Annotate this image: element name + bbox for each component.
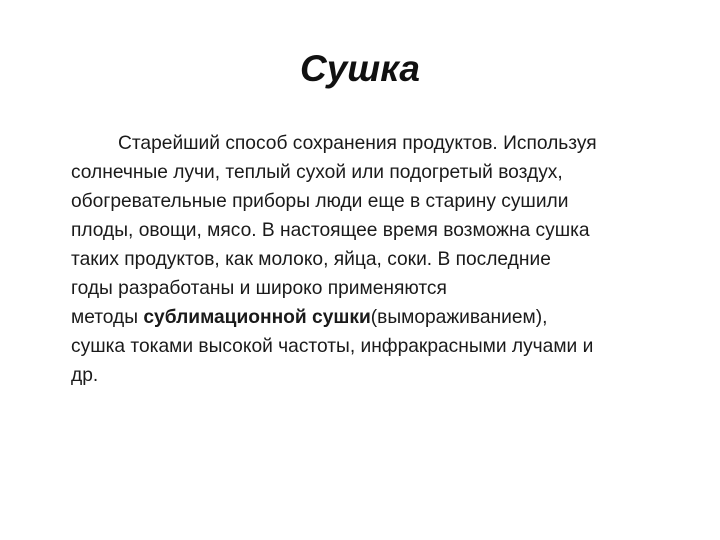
text-line-6: годы разработаны и широко применяются: [71, 278, 447, 299]
text-line-1: Старейший способ сохранения продуктов. Используя: [118, 133, 597, 154]
text-line-8: сушка токами высокой частоты, инфракрасными лучами и: [71, 336, 594, 357]
text-line-3: обогревательные приборы люди еще в старину сушили: [71, 191, 569, 212]
slide-title: Сушка: [300, 48, 420, 89]
text-line-7-start: методы: [71, 307, 144, 328]
text-line-4: плоды, овощи, мясо. В настоящее время возможна сушка: [71, 220, 590, 241]
text-line-7-end: (вымораживанием),: [370, 307, 548, 328]
text-line-2: солнечные лучи, теплый сухой или подогретый воздух,: [71, 162, 563, 183]
body-paragraph: [71, 129, 675, 390]
text-line-7: [71, 303, 675, 332]
text-line-5: таких продуктов, как молоко, яйца, соки. В последние: [71, 249, 551, 270]
slide-body: [71, 129, 675, 390]
bold-term: сублимационной сушки: [143, 307, 371, 328]
text-line-9: др.: [71, 365, 99, 386]
